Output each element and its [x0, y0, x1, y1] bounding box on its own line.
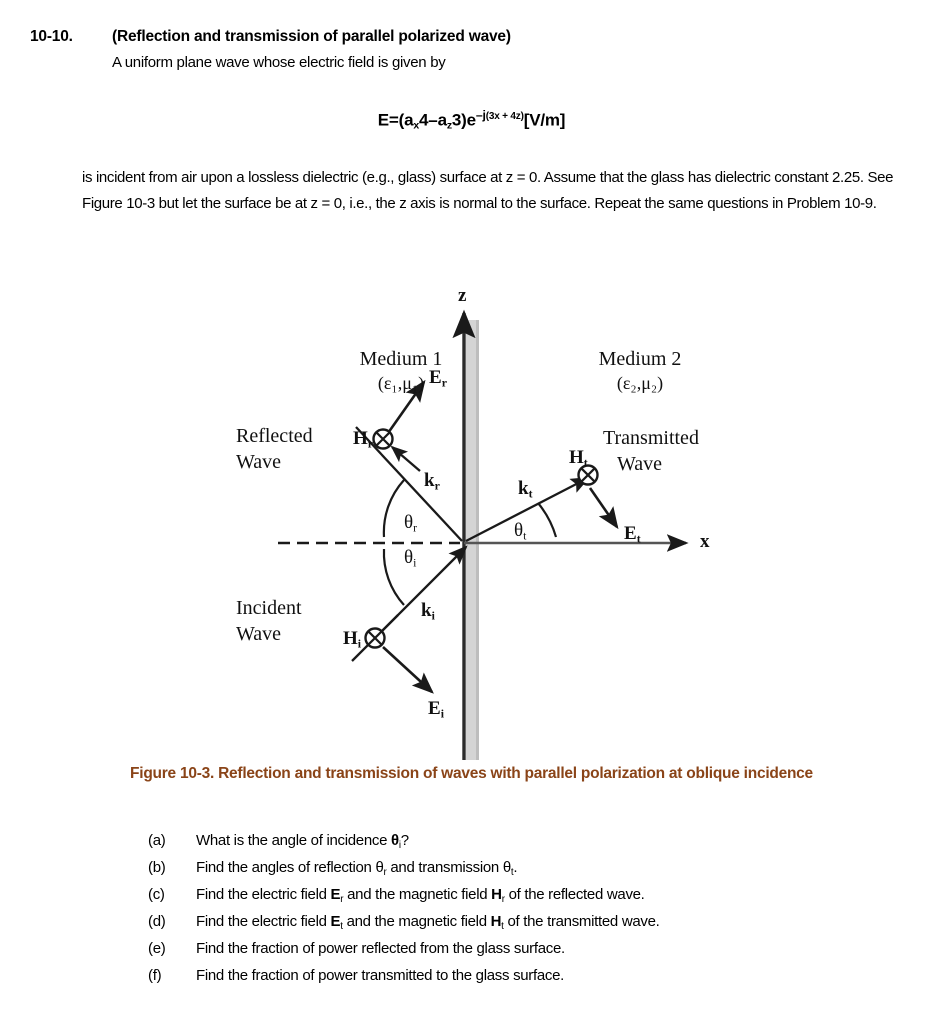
medium-1-params: (ε₁,μ₁) — [377, 373, 425, 393]
reflected-wave-label — [236, 423, 313, 475]
theta-r-label: $\theta_r$ — [404, 512, 418, 535]
equation-exp-sign: – — [475, 108, 483, 122]
figure-10-3 — [0, 275, 943, 760]
medium-2-name: Medium 2 — [598, 348, 682, 370]
equation-exp-j: j — [482, 108, 486, 122]
question-text-f: Find the fraction of power transmitted to the glass surface. — [196, 967, 565, 984]
equation-unit-vector-z-sub: z — [446, 119, 452, 132]
equation-coefficient-1: 4 — [419, 110, 429, 130]
equation-equals: = — [388, 110, 399, 130]
E-i-label: $E_i$ — [428, 698, 444, 721]
question-item-a — [148, 832, 908, 859]
medium-2-params: (ε₂,μ₂) — [616, 373, 664, 393]
equation-units: [V/m] — [523, 110, 566, 130]
problem-number: 10-10. — [30, 28, 73, 45]
equation-unit-vector-x-sub: x — [413, 119, 420, 132]
incident-wave-line1: Incident — [236, 597, 302, 619]
question-item-b — [148, 859, 908, 886]
transmitted-wave-line2: Wave — [617, 453, 663, 475]
equation-exp-base: e — [466, 110, 476, 130]
question-item-f — [148, 967, 908, 994]
question-label-c: (c) — [148, 886, 165, 903]
k-r-label: $k_r$ — [424, 470, 440, 493]
transmitted-wave-label — [603, 425, 699, 477]
incident-wave-line2: Wave — [236, 623, 282, 645]
H-r-label: $H_r$ — [353, 428, 374, 451]
theta-t-label: $\theta_t$ — [514, 520, 527, 543]
incident-wave-label — [236, 595, 302, 647]
E-t-label: $E_t$ — [624, 523, 641, 546]
medium-1-label — [331, 347, 471, 395]
H-i-label: $H_i$ — [343, 628, 362, 651]
reflected-wave-line2: Wave — [236, 451, 282, 473]
question-item-e — [148, 940, 908, 967]
question-text-c: Find the electric field $E_r$ and the magnetic field $H_r$ of the reflected wave. — [196, 886, 645, 905]
equation-lhs: E — [377, 110, 389, 130]
question-text-d: Find the electric field $E_t$ and the magnetic field $H_t$ of the transmitted wave. — [196, 913, 660, 932]
equation-coefficient-2: 3 — [451, 110, 462, 130]
question-text-a: What is the angle of incidence $\theta_i$? — [196, 832, 409, 851]
question-item-d — [148, 913, 908, 940]
equation-minus: – — [428, 110, 438, 130]
question-label-e: (e) — [148, 940, 166, 957]
question-label-b: (b) — [148, 859, 166, 876]
transmitted-wave-line1: Transmitted — [603, 427, 699, 449]
problem-lead-text: A uniform plane wave whose electric field is given by — [112, 54, 446, 71]
question-text-e: Find the fraction of power reflected from the glass surface. — [196, 940, 565, 957]
reflected-wave-line1: Reflected — [236, 425, 313, 447]
E-r-label: $E_r$ — [429, 367, 447, 390]
problem-title: (Reflection and transmission of parallel polarized wave) — [112, 28, 511, 45]
question-label-a: (a) — [148, 832, 166, 849]
equation-unit-vector-x: a — [404, 110, 414, 130]
theta-i-label: $\theta_i$ — [404, 547, 417, 570]
equation-exp-argument: (3x + 4z) — [485, 111, 524, 122]
H-t-label: $H_t$ — [569, 447, 588, 470]
equation-unit-vector-z: a — [437, 110, 447, 130]
x-axis-label: x — [700, 531, 710, 552]
question-text-b: Find the angles of reflection $\theta_r$ and transmission $\theta_t$. — [196, 859, 518, 878]
medium-2-label — [560, 347, 720, 395]
question-item-c — [148, 886, 908, 913]
k-i-label: $k_i$ — [421, 600, 435, 623]
equation-open-paren: ( — [398, 110, 405, 130]
k-t-label: $k_t$ — [518, 478, 533, 501]
figure-caption: Figure 10-3. Reflection and transmission of waves with parallel polarization at oblique incidence — [130, 765, 813, 782]
equation-close-paren: ) — [461, 110, 467, 130]
question-list — [148, 832, 908, 994]
field-equation — [0, 108, 943, 131]
question-label-d: (d) — [148, 913, 166, 930]
question-label-f: (f) — [148, 967, 162, 984]
medium-1-name: Medium 1 — [359, 348, 443, 370]
problem-body-paragraph: is incident from air upon a lossless dielectric (e.g., glass) surface at z = 0. Assume that the glass has dielectric constant 2.25. See Figure 10-3 but let the surface be at z = 0, i.e., the z axis is normal to the surface. Repeat the same questions in Problem 10-9. — [82, 169, 894, 212]
z-axis-label: z — [458, 285, 467, 306]
